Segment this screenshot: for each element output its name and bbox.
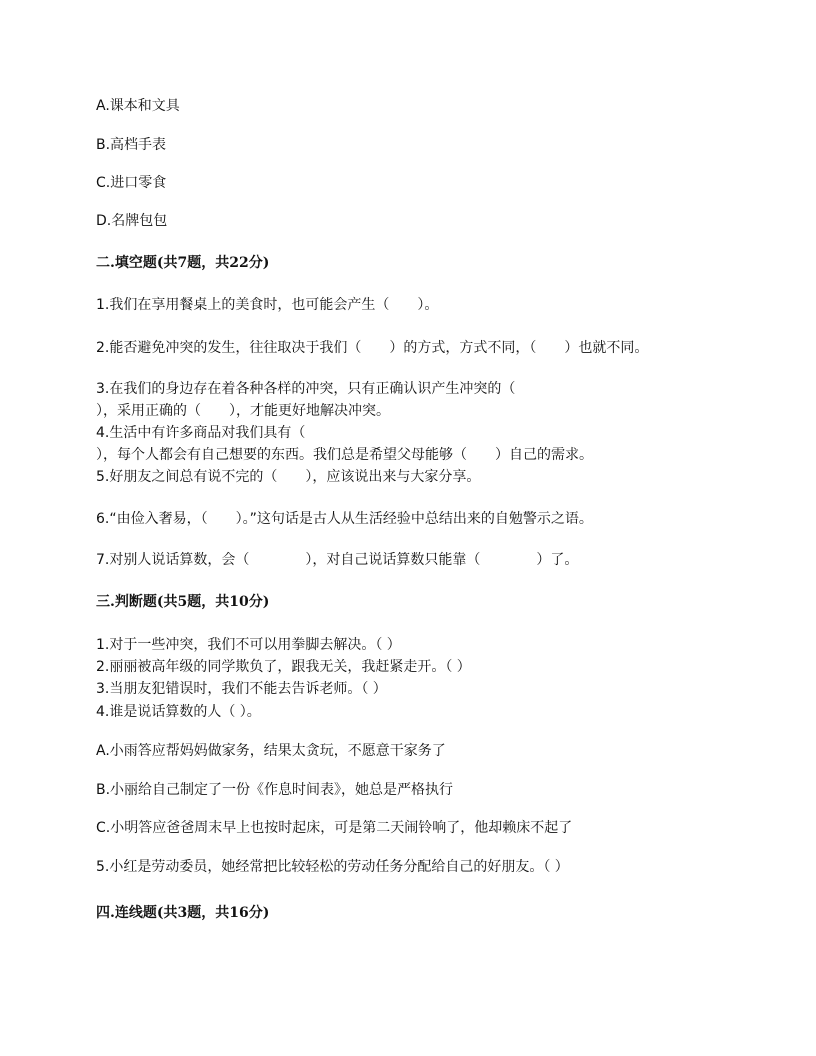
fill-item-3-line2: ），采用正确的（ ），才能更好地解决冲突。 — [96, 403, 390, 419]
section-title-matching: 四.连线题(共3题，共16分) — [96, 905, 270, 921]
judge-item-5: 5.小红是劳动委员，她经常把比较轻松的劳动任务分配给自己的好朋友。（ ） — [96, 859, 569, 875]
judge-item-3: 3.当朋友犯错误时，我们不能去告诉老师。（ ） — [96, 681, 387, 697]
judge-item-1: 1.对于一些冲突，我们不可以用拳脚去解决。（ ） — [96, 637, 401, 653]
fill-item-1: 1.我们在享用餐桌上的美食时，也可能会产生（ ）。 — [96, 297, 439, 313]
fill-item-2: 2.能否避免冲突的发生，往往取决于我们（ ）的方式，方式不同，（ ）也就不同。 — [96, 340, 649, 356]
fill-item-3-line1: 3.在我们的身边存在着各种各样的冲突，只有正确认识产生冲突的（ — [96, 381, 516, 397]
option-d: D.名牌包包 — [96, 213, 168, 229]
section-title-fill-blank: 二.填空题(共7题，共22分) — [96, 255, 270, 271]
section-title-judgment: 三.判断题(共5题，共10分) — [96, 594, 270, 610]
option-a: A.课本和文具 — [96, 98, 180, 114]
judge-option-c: C.小明答应爸爸周末早上也按时起床，可是第二天闹铃响了，他却赖床不起了 — [96, 820, 573, 836]
option-b: B.高档手表 — [96, 137, 167, 153]
judge-option-b: B.小丽给自己制定了一份《作息时间表》，她总是严格执行 — [96, 782, 454, 798]
fill-item-4-line2: ），每个人都会有自己想要的东西。我们总是希望父母能够（ ）自己的需求。 — [96, 447, 593, 463]
fill-item-4-line1: 4.生活中有许多商品对我们具有（ — [96, 425, 306, 441]
judge-item-4: 4.谁是说话算数的人（ ）。 — [96, 704, 261, 720]
fill-item-6: 6.“由俭入奢易，（ ）。”这句话是古人从生活经验中总结出来的自勉警示之语。 — [96, 511, 593, 527]
option-c: C.进口零食 — [96, 175, 167, 191]
judge-item-2: 2.丽丽被高年级的同学欺负了，跟我无关，我赶紧走开。（ ） — [96, 659, 471, 675]
fill-item-7: 7.对别人说话算数，会（ ），对自己说话算数只能靠（ ）了。 — [96, 552, 579, 568]
judge-option-a: A.小雨答应帮妈妈做家务，结果太贪玩，不愿意干家务了 — [96, 743, 446, 759]
fill-item-5: 5.好朋友之间总有说不完的（ ），应该说出来与大家分享。 — [96, 469, 481, 485]
